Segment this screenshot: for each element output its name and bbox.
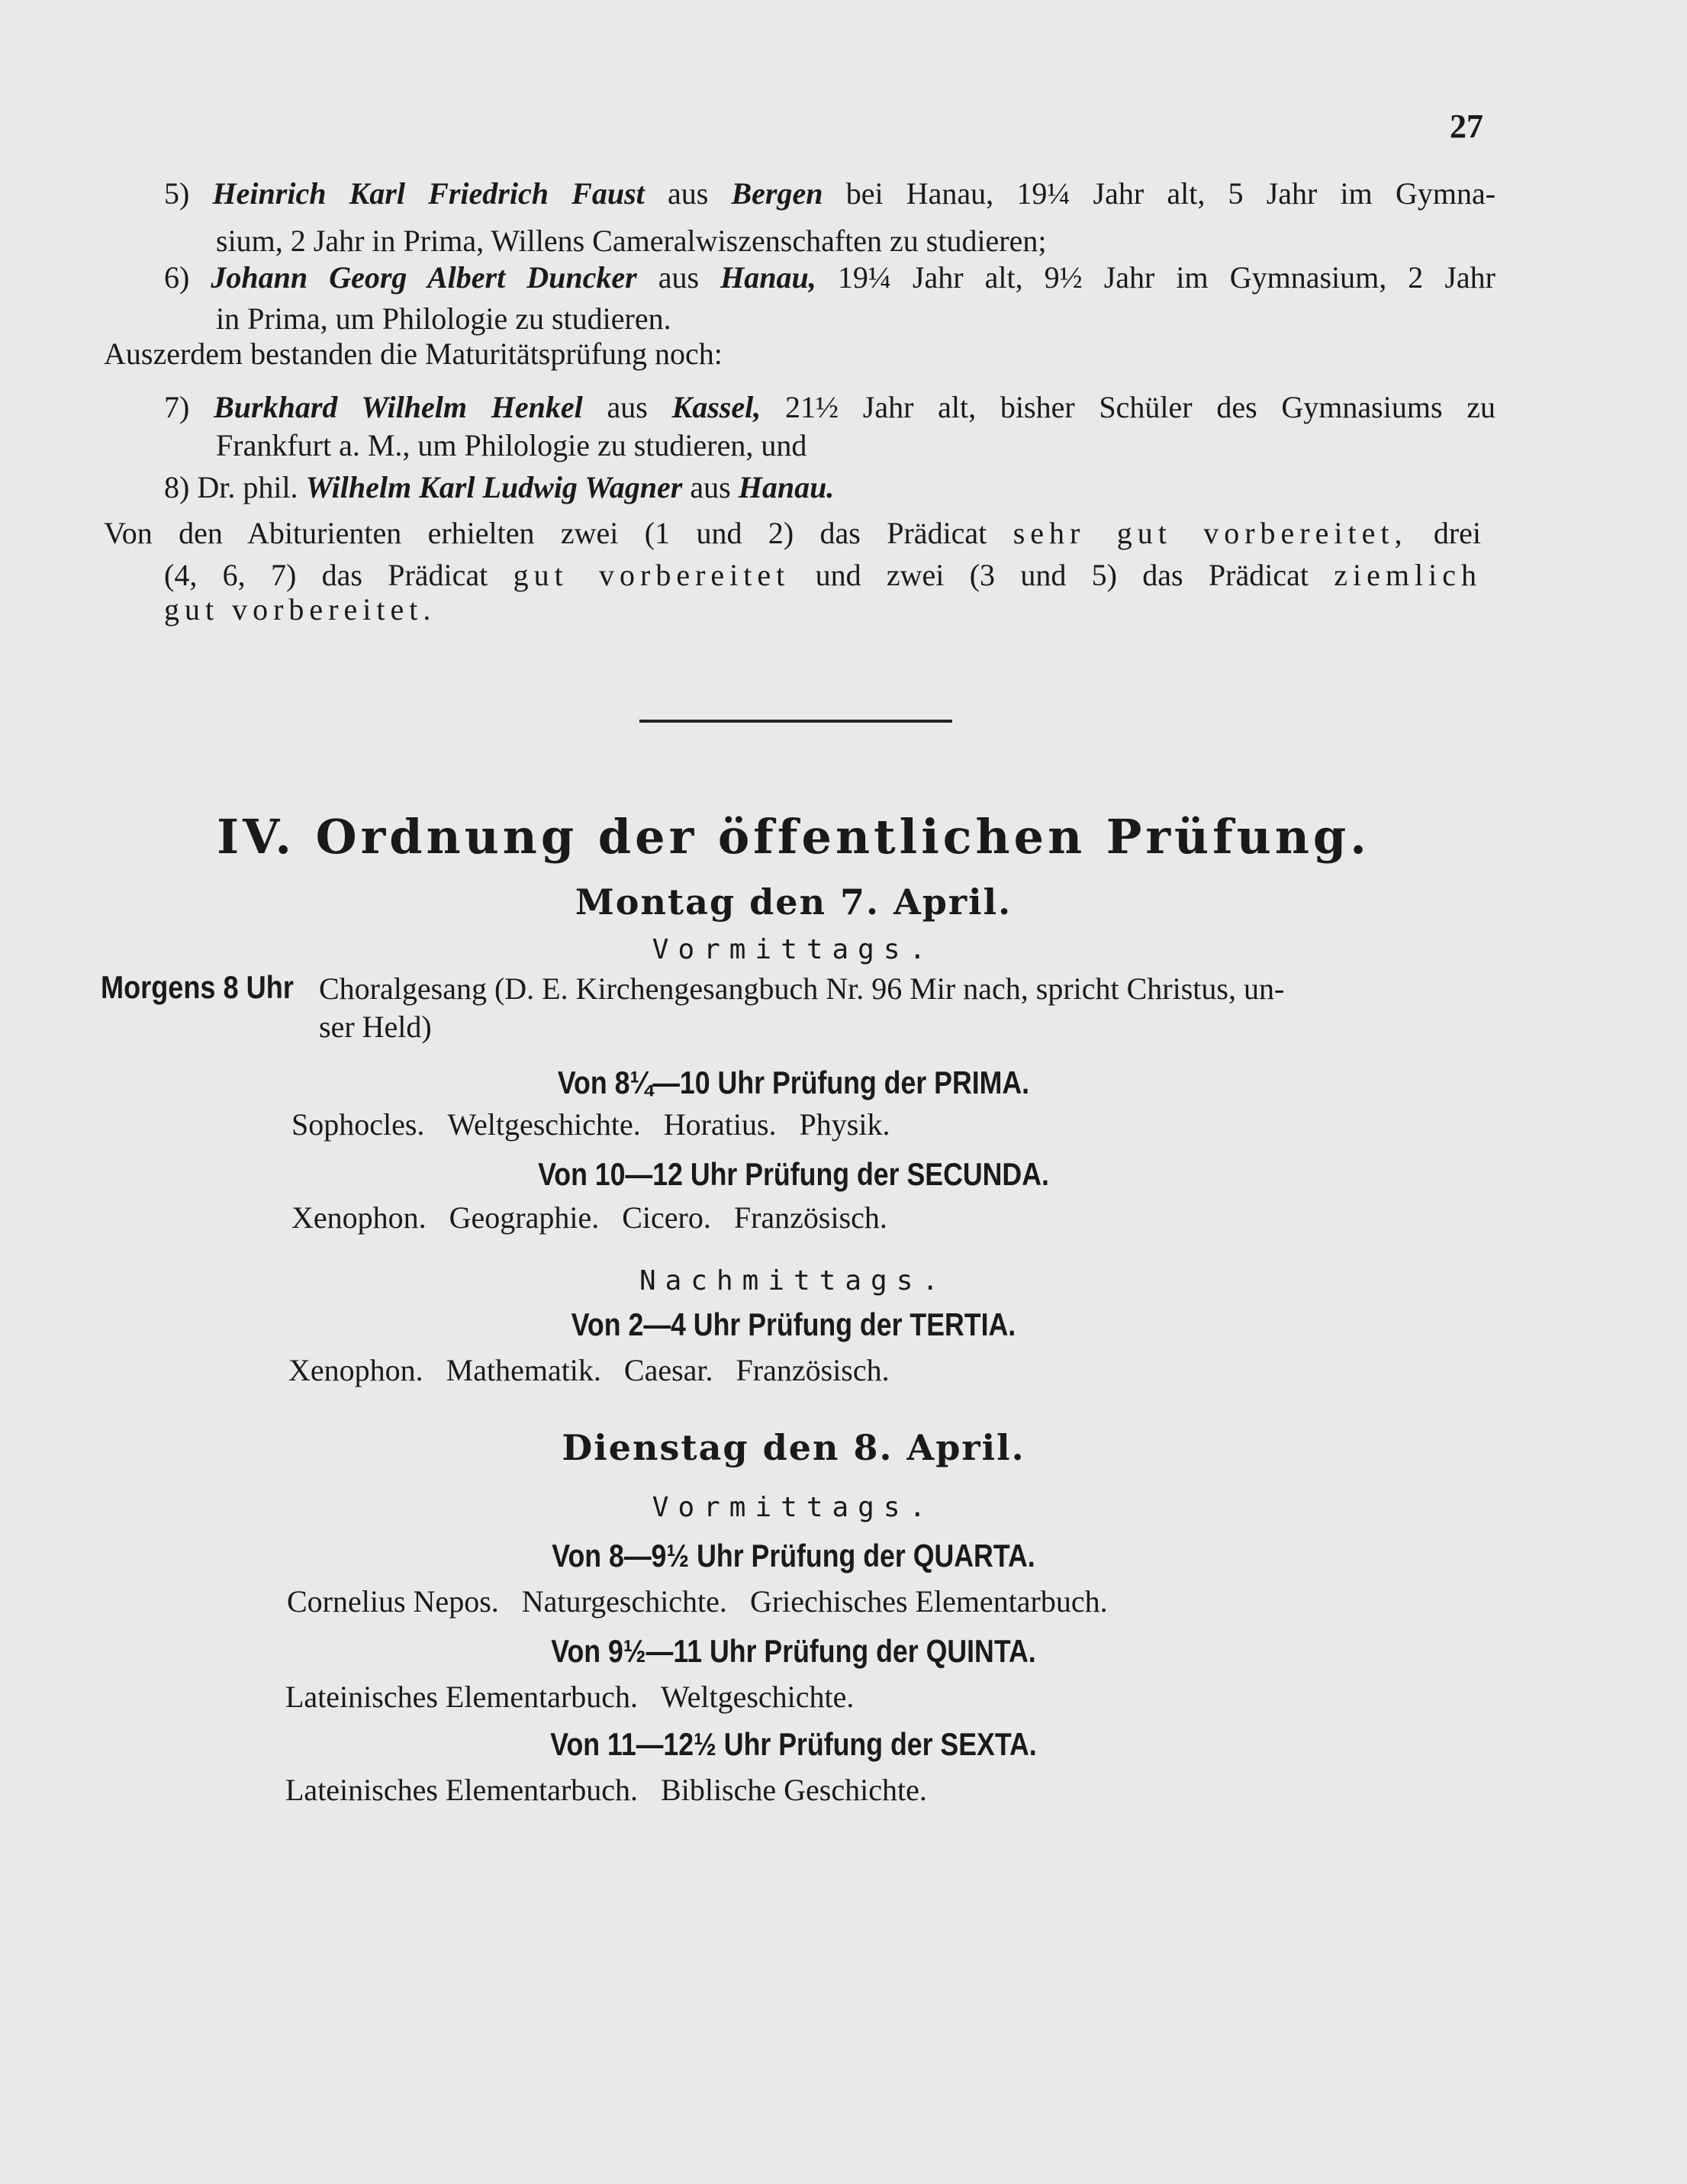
aus-word: aus — [690, 470, 731, 504]
section-divider — [639, 720, 952, 723]
item-number: 5) — [164, 176, 190, 211]
section-title: IV. Ordnung der öffentlichen Prüfung. — [217, 809, 1370, 865]
subject: Lateinisches Elementarbuch. — [285, 1773, 639, 1807]
opening-line-2: ser Held) — [319, 1010, 432, 1044]
slot-sexta-subjects — [285, 1772, 950, 1808]
subject: Naturgeschichte. — [521, 1584, 727, 1619]
item-number: 6) — [164, 260, 190, 295]
monday-heading: Montag den 7. April. — [575, 881, 1013, 923]
subject: Cornelius Nepos. — [287, 1584, 499, 1619]
aus-word: aus — [658, 260, 700, 295]
aus-word: aus — [667, 176, 709, 211]
subject: Griechisches Elementarbuch. — [749, 1584, 1108, 1619]
subject: Geographie. — [449, 1200, 600, 1235]
graduate-5-line-1 — [164, 176, 1495, 212]
slot-sexta-title: Von 11—12½ Uhr Prüfung der SEXTA. — [550, 1726, 1037, 1762]
graduate-name: Johann Georg Albert Duncker — [211, 260, 637, 295]
grades-text: (4, 6, 7) das Prädicat — [164, 558, 488, 592]
item-number: 8) — [164, 470, 190, 504]
graduate-6-line-1 — [164, 259, 1495, 296]
graduate-6-line-2: in Prima, um Philologie zu studieren. — [216, 301, 671, 336]
slot-prima-title: Von 8¼—10 Uhr Prüfung der PRIMA. — [557, 1065, 1030, 1100]
additional-intro: Auszerdem bestanden die Maturitätsprüfung noch: — [104, 337, 723, 371]
page-number: 27 — [1450, 108, 1483, 145]
item-number: 7) — [164, 390, 190, 424]
graduate-details: 21½ Jahr alt, bisher Schüler des Gymnasiums zu — [785, 390, 1496, 424]
slot-quarta-title: Von 8—9½ Uhr Prüfung der QUARTA. — [552, 1538, 1035, 1574]
grades-text: und zwei (3 und 5) das Prädicat — [815, 558, 1309, 592]
subject: Französisch. — [733, 1200, 887, 1235]
graduate-7-line-1 — [164, 389, 1495, 426]
graduate-5-line-2: sium, 2 Jahr in Prima, Willens Cameralwiszenschaften zu studieren; — [216, 224, 1047, 258]
subject: Biblische Geschichte. — [661, 1773, 927, 1807]
subject: Französisch. — [736, 1353, 890, 1387]
subject: Mathematik. — [446, 1353, 601, 1387]
graduate-name: Heinrich Karl Friedrich Faust — [212, 176, 645, 211]
subject: Cicero. — [622, 1200, 711, 1235]
grades-line-2 — [164, 557, 1482, 594]
subject: Sophocles. — [291, 1107, 425, 1142]
subject: Xenophon. — [291, 1200, 427, 1235]
grades-text: Von den Abiturienten erhielten zwei (1 und 2) das Prädicat — [104, 516, 987, 550]
graduate-8-line — [164, 469, 834, 506]
opening-time: Morgens 8 Uhr — [101, 969, 294, 1005]
academic-title: Dr. phil. — [197, 470, 298, 504]
grades-text: drei — [1433, 516, 1482, 550]
graduate-place: Hanau. — [738, 470, 835, 504]
tuesday-morning-label: Vormittags. — [652, 1492, 935, 1523]
subject: Weltgeschichte. — [661, 1680, 855, 1714]
monday-afternoon-label: Nachmittags. — [639, 1265, 948, 1297]
graduate-place: Hanau, — [720, 260, 816, 295]
grade-emphasis: sehr gut vorbereitet, — [1013, 516, 1408, 550]
subject: Xenophon. — [288, 1353, 423, 1387]
slot-quinta-title: Von 9½—11 Uhr Prüfung der QUINTA. — [551, 1633, 1036, 1669]
subject: Lateinisches Elementarbuch. — [285, 1680, 639, 1714]
subject: Physik. — [799, 1107, 890, 1142]
graduate-details: bei Hanau, 19¼ Jahr alt, 5 Jahr im Gymna- — [845, 176, 1496, 211]
graduate-7-line-2: Frankfurt a. M., um Philologie zu studieren, und — [216, 428, 807, 462]
subject: Weltgeschichte. — [447, 1107, 641, 1142]
slot-quinta-subjects — [285, 1679, 877, 1715]
slot-secunda-title: Von 10—12 Uhr Prüfung der SECUNDA. — [538, 1156, 1049, 1192]
grades-line-3: gut vorbereitet. — [164, 592, 436, 627]
grades-line-1 — [104, 515, 1481, 552]
slot-quarta-subjects — [287, 1583, 1131, 1619]
graduate-details: 19¼ Jahr alt, 9½ Jahr im Gymnasium, 2 Jahr — [837, 260, 1496, 295]
aus-word: aus — [607, 390, 648, 424]
tuesday-heading: Dienstag den 8. April. — [562, 1427, 1025, 1468]
graduate-place: Kassel, — [671, 390, 761, 424]
slot-prima-subjects — [291, 1106, 913, 1142]
slot-tertia-title: Von 2—4 Uhr Prüfung der TERTIA. — [571, 1306, 1016, 1342]
slot-tertia-subjects — [288, 1352, 913, 1388]
subject: Caesar. — [623, 1353, 713, 1387]
grade-emphasis: ziemlich — [1334, 558, 1482, 592]
subject: Horatius. — [663, 1107, 777, 1142]
graduate-place: Bergen — [731, 176, 823, 211]
slot-secunda-subjects — [291, 1200, 910, 1235]
grade-emphasis: gut vorbereitet — [513, 558, 790, 592]
graduate-name: Burkhard Wilhelm Henkel — [214, 390, 583, 424]
graduate-name: Wilhelm Karl Ludwig Wagner — [305, 470, 683, 504]
opening-line-1: Choralgesang (D. E. Kirchengesangbuch Nr. 96 Mir nach, spricht Christus, un- — [319, 971, 1285, 1006]
monday-morning-label: Vormittags. — [652, 934, 935, 965]
